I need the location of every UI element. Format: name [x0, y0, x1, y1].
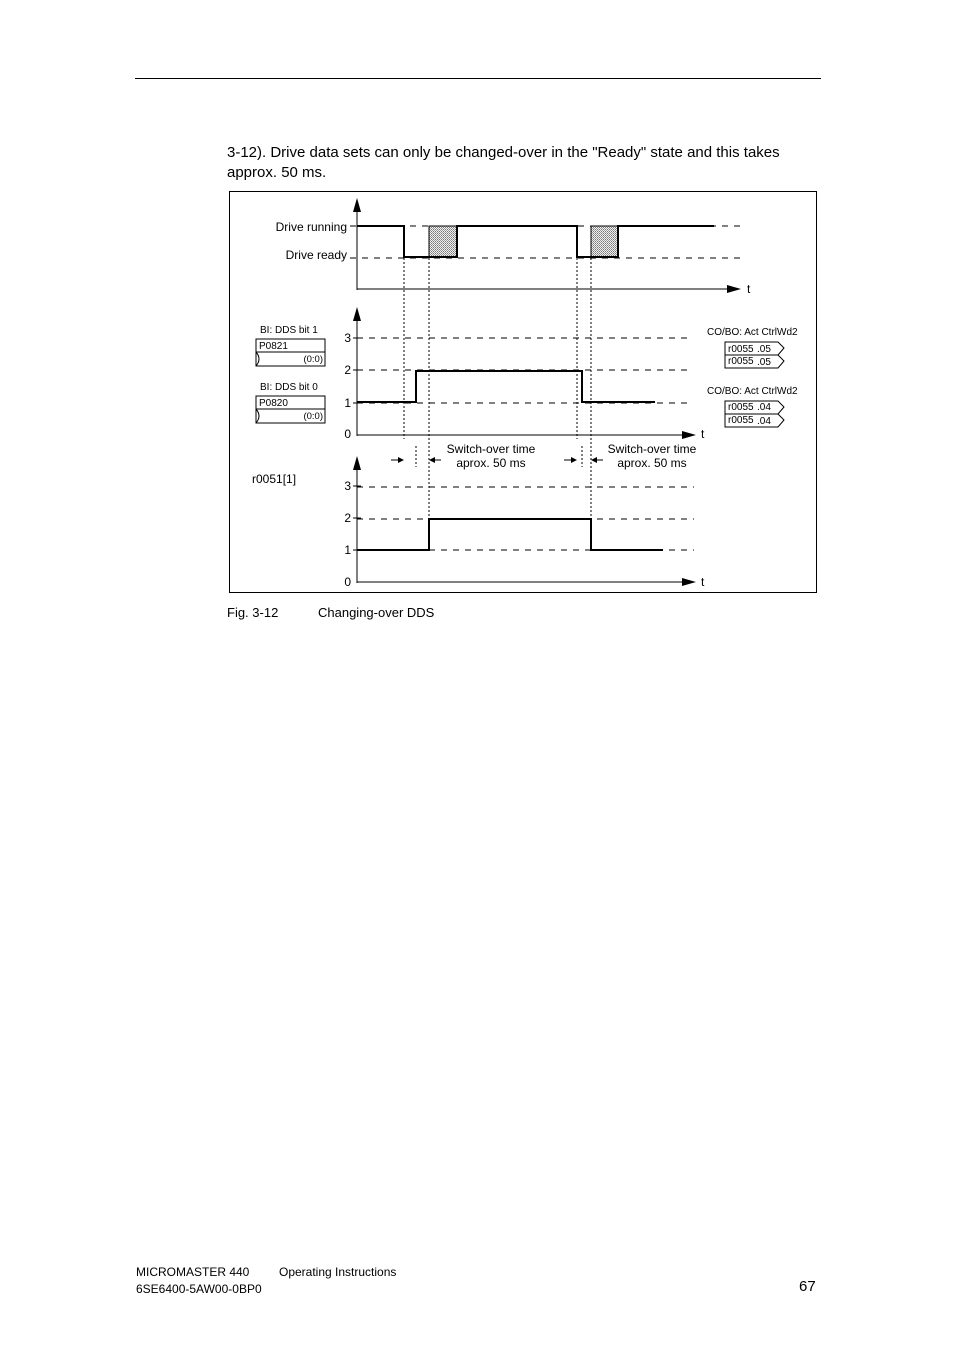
r0051-label: r0051[1]	[252, 472, 297, 486]
drive-state-plot	[276, 198, 751, 296]
dds-bits-signal	[357, 371, 655, 402]
y-tick-3: 3	[344, 331, 351, 345]
footer-doc-type: Operating Instructions	[279, 1265, 397, 1279]
arrow-left-icon	[591, 457, 597, 463]
drive-running-label: Drive running	[275, 220, 347, 234]
time-markers	[404, 258, 591, 521]
p0821-index: (0:0)	[303, 354, 323, 365]
t-axis-arrow-icon	[727, 285, 741, 293]
y-tick-1: 1	[344, 396, 351, 410]
r0055-04-a-bit: .04	[757, 402, 771, 413]
y-tick-0: 0	[344, 575, 351, 589]
y-tick-3: 3	[344, 479, 351, 493]
switch-over-label-2: Switch-over time	[607, 442, 697, 456]
r0055-05-b-bit: .05	[757, 357, 771, 368]
t-axis-label: t	[747, 282, 751, 296]
page-number: 67	[799, 1278, 816, 1295]
figure-title: Changing-over DDS	[318, 605, 435, 620]
r0055-04-a: r0055	[728, 402, 754, 413]
header-rule	[135, 78, 821, 79]
dds-timing-diagram	[229, 191, 819, 595]
y-axis-arrow-icon	[353, 307, 361, 321]
switch-over-time-2: aprox. 50 ms	[617, 456, 687, 470]
r0055-05-connector	[725, 342, 784, 368]
y-tick-1: 1	[344, 543, 351, 557]
bi-dds-bit1-label: BI: DDS bit 1	[260, 325, 318, 336]
drive-state-signal	[357, 226, 714, 257]
arrow-right-icon	[571, 457, 577, 463]
r0051-plot	[252, 456, 705, 589]
r0055-04-connector	[725, 401, 784, 427]
p0821-connector	[256, 339, 325, 366]
footer-product: MICROMASTER 440	[136, 1265, 250, 1279]
r0051-signal	[357, 519, 663, 550]
y-tick-2: 2	[344, 511, 351, 525]
switch-over-label-1: Switch-over time	[446, 442, 536, 456]
t-axis-arrow-icon	[682, 431, 696, 439]
transition-shade-2	[591, 226, 618, 257]
arrow-left-icon	[429, 457, 435, 463]
p0820-index: (0:0)	[303, 411, 323, 422]
p0820-param: P0820	[259, 398, 288, 409]
r0055-04-b-bit: .04	[757, 416, 771, 427]
intro-paragraph: 3-12). Drive data sets can only be changed-over in the "Ready" state and this takes approx. 50 ms.	[227, 144, 780, 181]
p0821-param: P0821	[259, 341, 288, 352]
transition-shade-1	[429, 226, 457, 257]
y-tick-2: 2	[344, 363, 351, 377]
y-tick-0: 0	[344, 427, 351, 441]
y-axis-arrow-icon	[353, 198, 361, 212]
r0055-05-a: r0055	[728, 344, 754, 355]
figure-number: Fig. 3-12	[227, 605, 279, 620]
r0055-05-b: r0055	[728, 356, 754, 367]
t-axis-arrow-icon	[682, 578, 696, 586]
drive-ready-label: Drive ready	[285, 248, 347, 262]
arrow-right-icon	[398, 457, 404, 463]
cobo-label-2: CO/BO: Act CtrlWd2	[707, 386, 798, 397]
p0820-connector	[256, 396, 325, 423]
y-axis-arrow-icon	[353, 456, 361, 470]
dds-bits-plot	[256, 307, 798, 441]
r0055-05-a-bit: .05	[757, 344, 771, 355]
switch-over-time-1: aprox. 50 ms	[456, 456, 526, 470]
r0055-04-b: r0055	[728, 415, 754, 426]
cobo-label-1: CO/BO: Act CtrlWd2	[707, 327, 798, 338]
t-axis-label: t	[701, 427, 705, 441]
switch-over-annotations	[391, 442, 697, 470]
bi-dds-bit0-label: BI: DDS bit 0	[260, 382, 318, 393]
footer-order-number: 6SE6400-5AW00-0BP0	[136, 1282, 262, 1296]
t-axis-label: t	[701, 575, 705, 589]
